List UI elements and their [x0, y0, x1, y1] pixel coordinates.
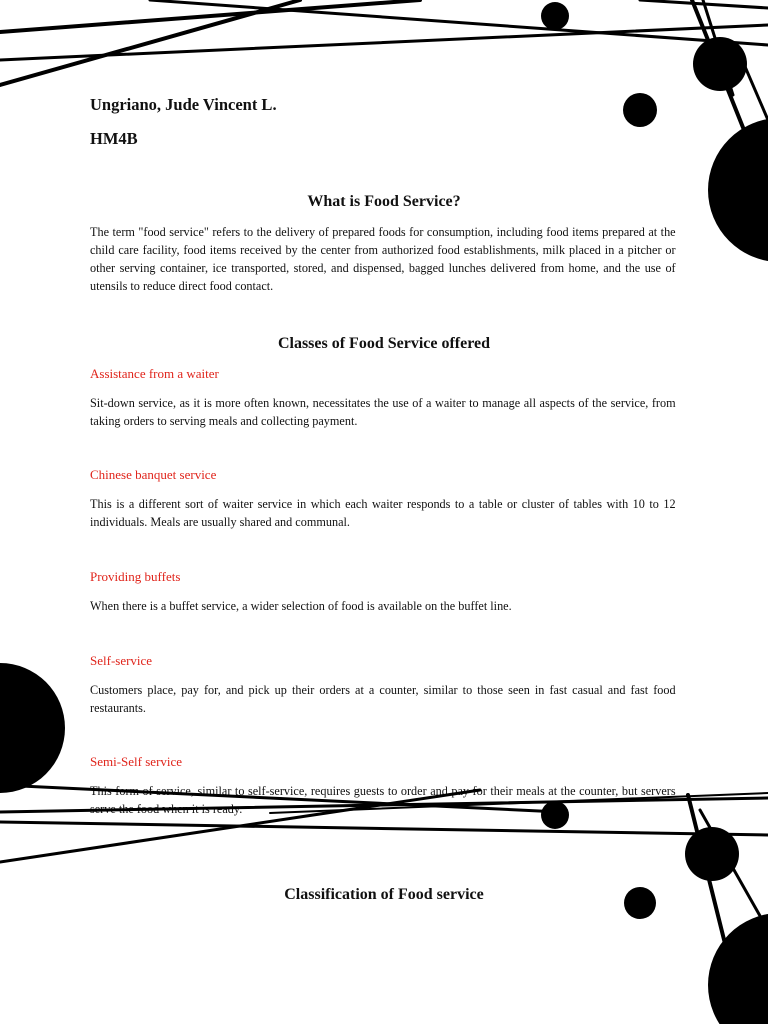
subheading-self-service: Self-service	[90, 653, 153, 668]
heading-classification: Classification of Food service	[284, 886, 484, 903]
paragraph-self-service: Customers place, pay for, and pick up their orders at a counter, similar to those seen in fast casual and fast food restaurants.	[90, 682, 676, 715]
subheading-buffets: Providing buffets	[90, 569, 181, 584]
subheading-waiter-assistance: Assistance from a waiter	[90, 366, 219, 381]
paragraph-semi-self-service: This form of service, similar to self-service, requires guests to order and pay for their meals at the counter, but servers serve the food when it is ready.	[90, 783, 676, 816]
subheading-semi-self-service: Semi-Self service	[90, 754, 183, 769]
author-name: Ungriano, Jude Vincent L.	[90, 95, 277, 114]
heading-what-is-food-service: What is Food Service?	[307, 193, 461, 210]
paragraph-buffets: When there is a buffet service, a wider selection of food is available on the buffet line.	[90, 598, 512, 613]
subheading-chinese-banquet: Chinese banquet service	[90, 467, 217, 482]
paragraph-chinese-banquet: This is a different sort of waiter service in which each waiter responds to a table or cluster of tables with 10 to 12 individuals. Meals are usually shared and communal.	[90, 496, 676, 529]
paragraph-waiter-assistance: Sit-down service, as it is more often known, necessitates the use of a waiter to manage all aspects of the service, from taking orders to serving meals and collecting payment.	[90, 395, 676, 428]
intro-paragraph: The term "food service" refers to the delivery of prepared foods for consumption, including food items prepared at the child care facility, food items received by the center from authorized food establishments, milk placed in a pitcher or other serving container, ice transported, stored, and dispensed, bagged lunches delivered from home, and the use of utensils to reduce direct food contact.	[90, 224, 676, 293]
class-section: HM4B	[90, 129, 138, 148]
heading-classes: Classes of Food Service offered	[277, 335, 491, 352]
